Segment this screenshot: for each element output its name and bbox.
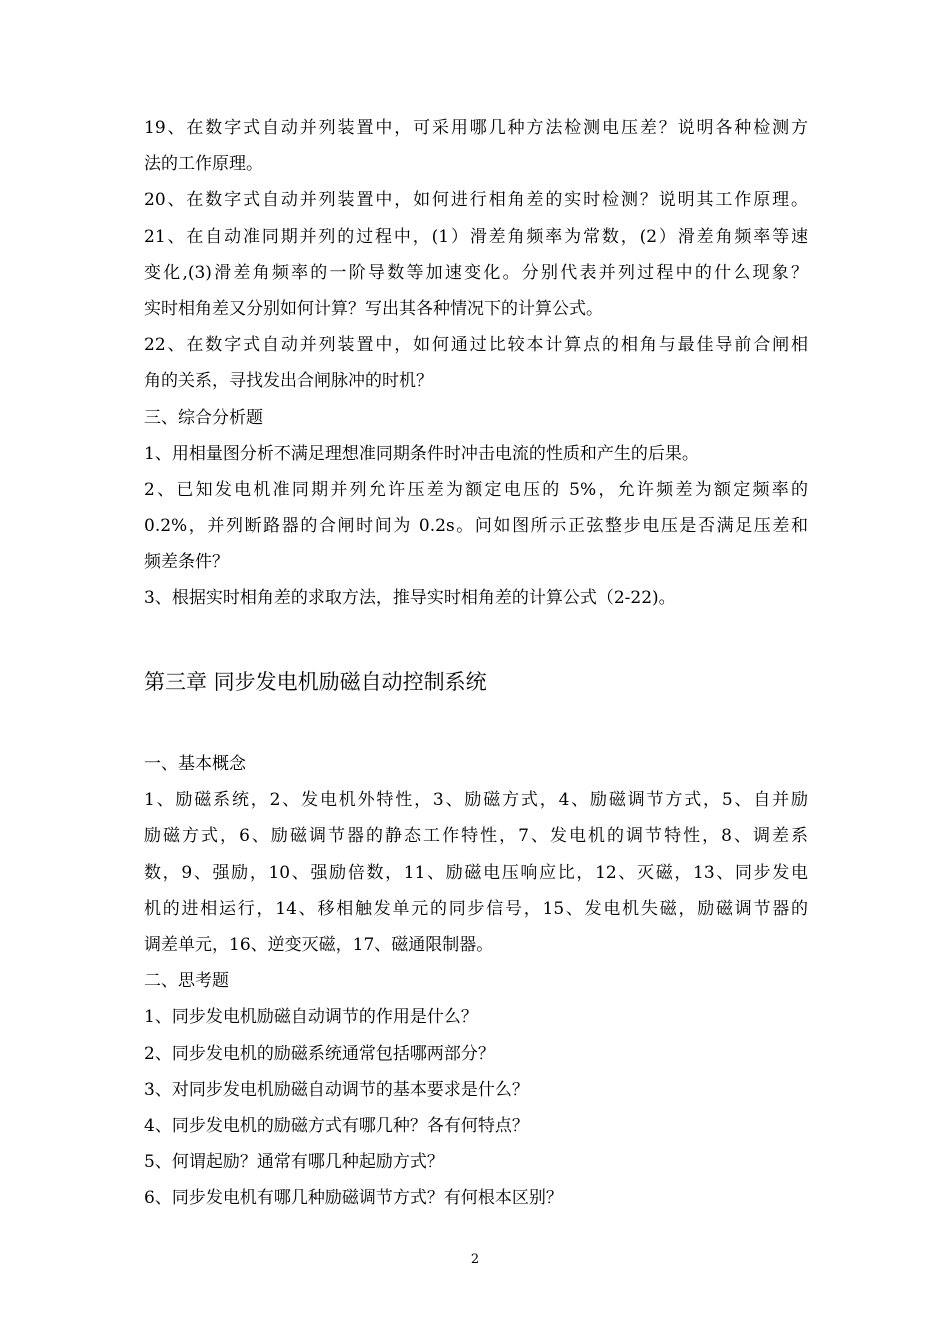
text-line: 法的工作原理。	[144, 154, 263, 175]
text-line: 调差单元，16、逆变灭磁，17、磁通限制器。	[144, 934, 494, 955]
text-line: 5、何谓起励？通常有哪几种起励方式？	[144, 1152, 444, 1173]
text-line: 3、根据实时相角差的求取方法，推导实时相角差的计算公式（2-22)。	[144, 588, 676, 609]
text-line: 20、在数字式自动并列装置中，如何进行相角差的实时检测？说明其工作原理。	[144, 190, 808, 211]
text-line: 3、对同步发电机励磁自动调节的基本要求是什么？	[144, 1079, 529, 1100]
text-line: 机的进相运行，14、移相触发单元的同步信号，15、发电机失磁，励磁调节器的	[144, 898, 808, 919]
text-line: 角的关系，寻找发出合闸脉冲的时机？	[144, 371, 433, 392]
text-line: 19、在数字式自动并列装置中，可采用哪几种方法检测电压差？说明各种检测方	[144, 118, 808, 138]
text-line: 变化,(3)滑差角频率的一阶导数等加速变化。分别代表并列过程中的什么现象？	[144, 262, 808, 283]
text-line: 1、用相量图分析不满足理想准同期条件时冲击电流的性质和产生的后果。	[144, 443, 699, 464]
text-line: 实时相角差又分别如何计算？写出其各种情况下的计算公式。	[144, 298, 603, 319]
text-line: 2、同步发电机的励磁系统通常包括哪两部分？	[144, 1043, 495, 1064]
text-line: 0.2%，并列断路器的合闸时间为 0.2s。问如图所示正弦整步电压是否满足压差和	[144, 516, 808, 537]
text-line: 21、在自动准同期并列的过程中，(1）滑差角频率为常数，(2）滑差角频率等速	[144, 226, 808, 247]
text-line: 1、同步发电机励磁自动调节的作用是什么？	[144, 1007, 478, 1028]
questions-section-chapter-3	[144, 746, 808, 1216]
questions-section-chapter-2	[144, 110, 808, 617]
text-line: 一、基本概念	[144, 754, 246, 774]
text-line: 三、综合分析题	[144, 407, 263, 428]
text-line: 励磁方式，6、励磁调节器的静态工作特性，7、发电机的调节特性，8、调差系	[144, 826, 808, 847]
text-line: 6、同步发电机有哪几种励磁调节方式？有何根本区别？	[144, 1188, 563, 1209]
text-line: 数，9、强励，10、强励倍数，11、励磁电压响应比，12、灭磁，13、同步发电	[144, 862, 808, 883]
text-line: 二、思考题	[144, 971, 229, 992]
text-line: 22、在数字式自动并列装置中，如何通过比较本计算点的相角与最佳导前合闸相	[144, 335, 808, 356]
page-number: 2	[470, 1252, 480, 1267]
text-line: 4、同步发电机的励磁方式有哪几种？各有何特点？	[144, 1115, 529, 1136]
text-line: 2、已知发电机准同期并列允许压差为额定电压的 5%，允许频差为额定频率的	[144, 479, 808, 500]
text-line: 1、励磁系统，2、发电机外特性，3、励磁方式，4、励磁调节方式，5、自并励	[144, 790, 808, 811]
chapter-title: 第三章 同步发电机励磁自动控制系统	[144, 670, 487, 694]
text-line: 频差条件？	[144, 552, 229, 573]
